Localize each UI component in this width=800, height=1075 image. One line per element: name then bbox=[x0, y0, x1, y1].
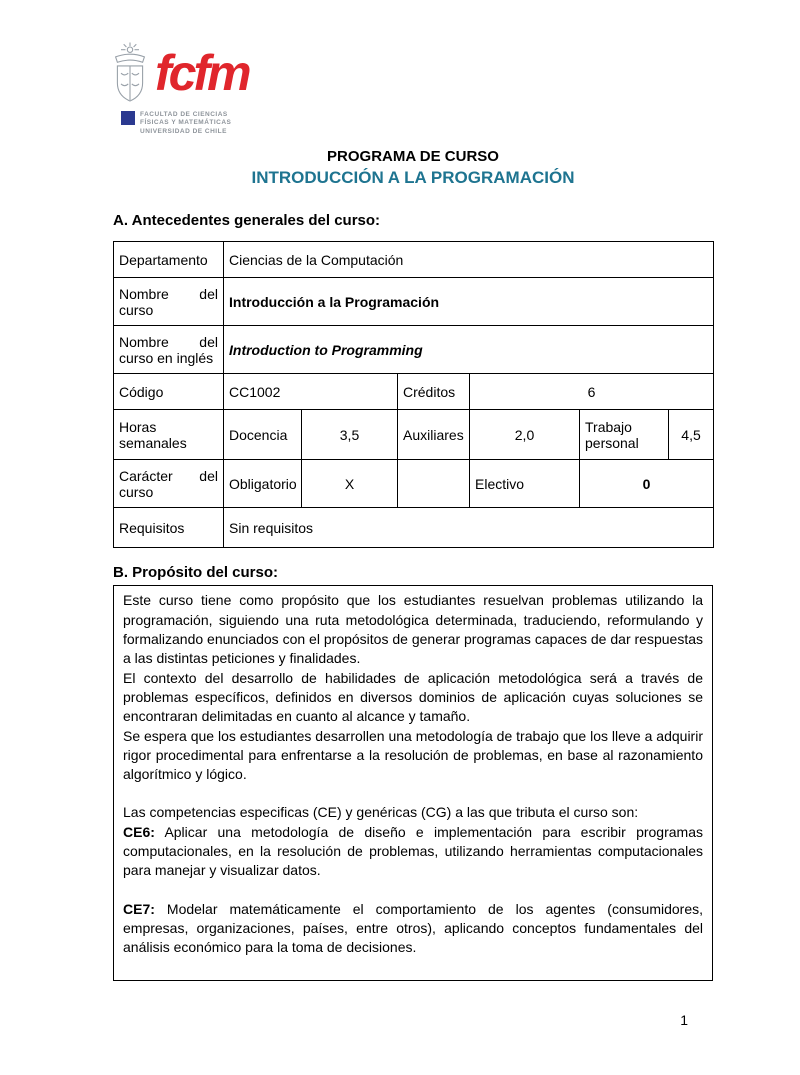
purpose-paragraph-1: Este curso tiene como propósito que los estudiantes resuelvan problemas utilizando la programación, siguiendo una ruta metodológica determinada, traduciendo, reformulando y formalizando enunciados con el propósitos de generar programas capaces de dar respuestas a las distintas peticiones y finalidades. bbox=[123, 592, 703, 667]
ce7-label: CE7: bbox=[123, 900, 155, 917]
obligatorio-value: X bbox=[302, 460, 398, 508]
table-row-caracter bbox=[114, 460, 714, 508]
requisitos-value: Sin requisitos bbox=[224, 508, 714, 548]
departamento-value: Ciencias de la Computación bbox=[224, 242, 714, 278]
table-row-horas bbox=[114, 410, 714, 460]
section-b-heading: B. Propósito del curso: bbox=[113, 564, 279, 582]
purpose-paragraph-ce7 bbox=[123, 900, 703, 958]
creditos-value: 6 bbox=[470, 374, 714, 410]
trabajo-personal-value: 4,5 bbox=[669, 410, 714, 460]
caption-line: UNIVERSIDAD DE CHILE bbox=[140, 127, 227, 135]
fcfm-logo bbox=[112, 40, 372, 136]
docencia-label: Docencia bbox=[224, 410, 302, 460]
page-number: 1 bbox=[680, 1012, 688, 1028]
table-row-departamento bbox=[114, 242, 714, 278]
fcfm-wordmark: fcfm bbox=[155, 45, 249, 101]
course-info-table bbox=[113, 241, 714, 548]
empty-cell bbox=[398, 460, 470, 508]
ce6-label: CE6: bbox=[123, 823, 155, 840]
nombre-ingles-label: Nombre del curso en inglés bbox=[114, 326, 224, 374]
uchile-shield-icon bbox=[112, 40, 148, 108]
electivo-label: Electivo bbox=[470, 460, 580, 508]
auxiliares-value: 2,0 bbox=[470, 410, 580, 460]
nombre-ingles-value: Introduction to Programming bbox=[224, 326, 714, 374]
nombre-value: Introducción a la Programación bbox=[224, 278, 714, 326]
codigo-label: Código bbox=[114, 374, 224, 410]
departamento-label: Departamento bbox=[114, 242, 224, 278]
purpose-paragraph-2: El contexto del desarrollo de habilidades de aplicación metodológica será a través de problemas específicos, definidos en diversos dominios de aplicación cuyas soluciones se encontraran delimitadas en cuanto al alcance y tamaño. bbox=[123, 669, 703, 725]
caracter-label: Carácter del curso bbox=[114, 460, 224, 508]
codigo-value: CC1002 bbox=[224, 374, 398, 410]
trabajo-personal-label: Trabajo personal bbox=[580, 410, 669, 460]
obligatorio-label: Obligatorio bbox=[224, 460, 302, 508]
nombre-label: Nombre del curso bbox=[114, 278, 224, 326]
table-row-requisitos bbox=[114, 508, 714, 548]
table-row-nombre-ingles bbox=[114, 326, 714, 374]
fcfm-logo-row bbox=[112, 40, 372, 108]
purpose-paragraph-3: Se espera que los estudiantes desarrollen una metodología de trabajo que los lleve a adquirir rigor procedimental para enfrentarse a la resolución de problemas, en base al razonamiento algorítmico y lógico. bbox=[123, 727, 703, 783]
course-purpose-box bbox=[113, 585, 713, 980]
requisitos-label: Requisitos bbox=[114, 508, 224, 548]
electivo-value: 0 bbox=[580, 460, 714, 508]
ce7-text: Modelar matemáticamente el comportamiento de los agentes (consumidores, empresas, organizaciones, países, entre otros), aplicando conceptos fundamentales del análisis económico para la toma de decisiones. bbox=[123, 900, 704, 956]
table-row-nombre bbox=[114, 278, 714, 326]
purpose-paragraph-4: Las competencias especificas (CE) y genéricas (CG) a las que tributa el curso son: bbox=[123, 804, 639, 821]
ce6-text: Aplicar una metodología de diseño e implementación para escribir programas computacionales, en la resolución de problemas, utilizando herramientas computacionales para manejar y visualizar datos. bbox=[123, 823, 703, 879]
docencia-value: 3,5 bbox=[302, 410, 398, 460]
document-page bbox=[0, 40, 800, 1028]
caption-line: FÍSICAS Y MATEMÁTICAS bbox=[140, 119, 232, 127]
creditos-label: Créditos bbox=[398, 374, 470, 410]
table-row-codigo bbox=[114, 374, 714, 410]
fcfm-caption-lines bbox=[140, 111, 231, 136]
horas-label: Horas semanales bbox=[114, 410, 224, 460]
document-content bbox=[113, 148, 713, 980]
logo-blue-mark bbox=[121, 111, 135, 125]
auxiliares-label: Auxiliares bbox=[398, 410, 470, 460]
course-title: INTRODUCCIÓN A LA PROGRAMACIÓN bbox=[251, 168, 575, 188]
section-a-heading: A. Antecedentes generales del curso: bbox=[113, 212, 381, 230]
fcfm-logo-caption bbox=[121, 111, 372, 136]
purpose-paragraph-ce6 bbox=[123, 823, 703, 881]
document-title: PROGRAMA DE CURSO bbox=[327, 148, 499, 166]
caption-line: FACULTAD DE CIENCIAS bbox=[140, 111, 228, 118]
